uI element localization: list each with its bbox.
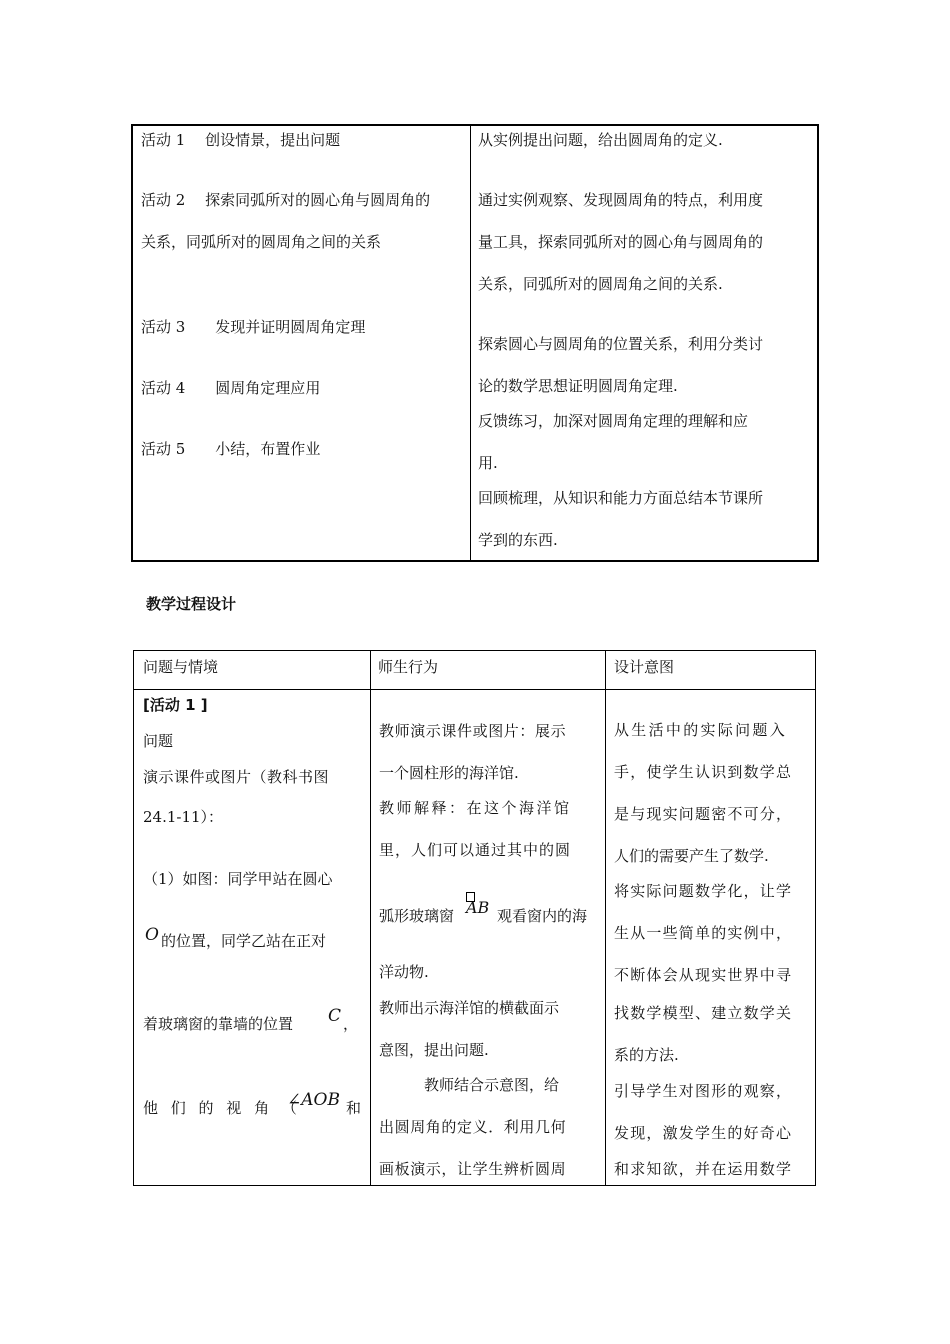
goal-line: 用. xyxy=(478,454,498,472)
arc-marker xyxy=(466,892,475,902)
situation-line: 他 们 的 视 角 （ xyxy=(143,1099,301,1117)
action-line: 教师出示海洋馆的横截面示 xyxy=(379,999,560,1017)
action-line: 观看窗内的海 xyxy=(497,907,588,925)
situation-line: 演示课件或图片（教科书图 xyxy=(143,768,330,786)
intent-line: 将实际问题数学化，让学 xyxy=(614,882,793,900)
problem-label: 问题 xyxy=(143,732,174,750)
activity-1: 活动 1 创设情景，提出问题 xyxy=(141,131,341,149)
header-intent: 设计意图 xyxy=(614,658,675,676)
symbol-arc-AB xyxy=(466,898,489,917)
situation-line: 的位置，同学乙站在正对 xyxy=(161,932,327,950)
action-line: 一个圆柱形的海洋馆. xyxy=(379,764,519,782)
section-title: 教学过程设计 xyxy=(146,595,237,613)
intent-line: 找数学模型、建立数学关 xyxy=(614,1004,793,1022)
intent-line: 引导学生对图形的观察， xyxy=(614,1082,793,1100)
intent-line: 和求知欲，并在运用数学 xyxy=(614,1160,793,1178)
column-divider xyxy=(370,651,371,1185)
situation-line: 着玻璃窗的靠墙的位置 xyxy=(143,1015,294,1033)
action-line: 里，人们可以通过其中的圆 xyxy=(379,841,572,859)
intent-line: 系的方法. xyxy=(614,1046,679,1064)
goal-line: 通过实例观察、发现圆周角的特点，利用度 xyxy=(478,191,764,209)
situation-line: （1）如图：同学甲站在圆心 xyxy=(143,870,333,888)
action-line: 弧形玻璃窗 xyxy=(379,907,455,925)
symbol-angle-AOB: ∠AOB xyxy=(287,1090,340,1110)
intent-line: 不断体会从现实世界中寻 xyxy=(614,966,793,984)
goal-line: 回顾梳理，从知识和能力方面总结本节课所 xyxy=(478,489,764,507)
header-situation: 问题与情境 xyxy=(143,658,219,676)
intent-line: 是与现实问题密不可分， xyxy=(614,805,793,823)
action-line: 教师演示课件或图片：展示 xyxy=(379,722,567,740)
action-line: 教师结合示意图，给 xyxy=(379,1076,560,1094)
arc-label: AB xyxy=(466,898,490,917)
situation-line: 和 xyxy=(346,1099,362,1117)
action-line: 意图，提出问题. xyxy=(379,1041,489,1059)
goal-line: 探索圆心与圆周角的位置关系，利用分类讨 xyxy=(478,335,764,353)
action-line: 洋动物. xyxy=(379,963,429,981)
goal-line: 反馈练习，加深对圆周角定理的理解和应 xyxy=(478,412,749,430)
situation-line: 24.1-11）： xyxy=(143,808,224,826)
action-line: 教师解释：在这个海洋馆 xyxy=(379,799,572,817)
column-divider xyxy=(605,651,606,1185)
intent-line: 手，使学生认识到数学总 xyxy=(614,763,793,781)
symbol-O: O xyxy=(145,925,159,945)
goal-line: 从实例提出问题，给出圆周角的定义. xyxy=(478,131,723,149)
intent-line: 生从一些简单的实例中， xyxy=(614,924,793,942)
goal-line: 关系，同弧所对的圆周角之间的关系. xyxy=(478,275,723,293)
comma: ， xyxy=(343,1015,359,1033)
intent-line: 发现，激发学生的好奇心 xyxy=(614,1124,793,1142)
goal-line: 量工具，探索同弧所对的圆心角与圆周角的 xyxy=(478,233,764,251)
header-divider xyxy=(134,689,815,690)
activity-3: 活动 3 发现并证明圆周角定理 xyxy=(141,318,366,336)
goal-line: 论的数学思想证明圆周角定理. xyxy=(478,377,678,395)
activity-5: 活动 5 小结，布置作业 xyxy=(141,440,321,458)
action-line: 画板演示，让学生辨析圆周 xyxy=(379,1160,567,1178)
column-divider xyxy=(470,126,471,560)
intent-line: 人们的需要产生了数学. xyxy=(614,847,769,865)
activity-2: 活动 2 探索同弧所对的圆心角与圆周角的 xyxy=(141,191,431,209)
activity-4: 活动 4 圆周角定理应用 xyxy=(141,379,321,397)
action-line: 出圆周角的定义．利用几何 xyxy=(379,1118,567,1136)
activity-2-cont: 关系，同弧所对的圆周角之间的关系 xyxy=(141,233,382,251)
intent-line: 从生活中的实际问题入 xyxy=(614,721,788,739)
activity-tag: [活动 1 ] xyxy=(143,696,208,714)
symbol-C: C xyxy=(328,1006,342,1026)
header-actions: 师生行为 xyxy=(378,658,439,676)
goal-line: 学到的东西. xyxy=(478,531,558,549)
